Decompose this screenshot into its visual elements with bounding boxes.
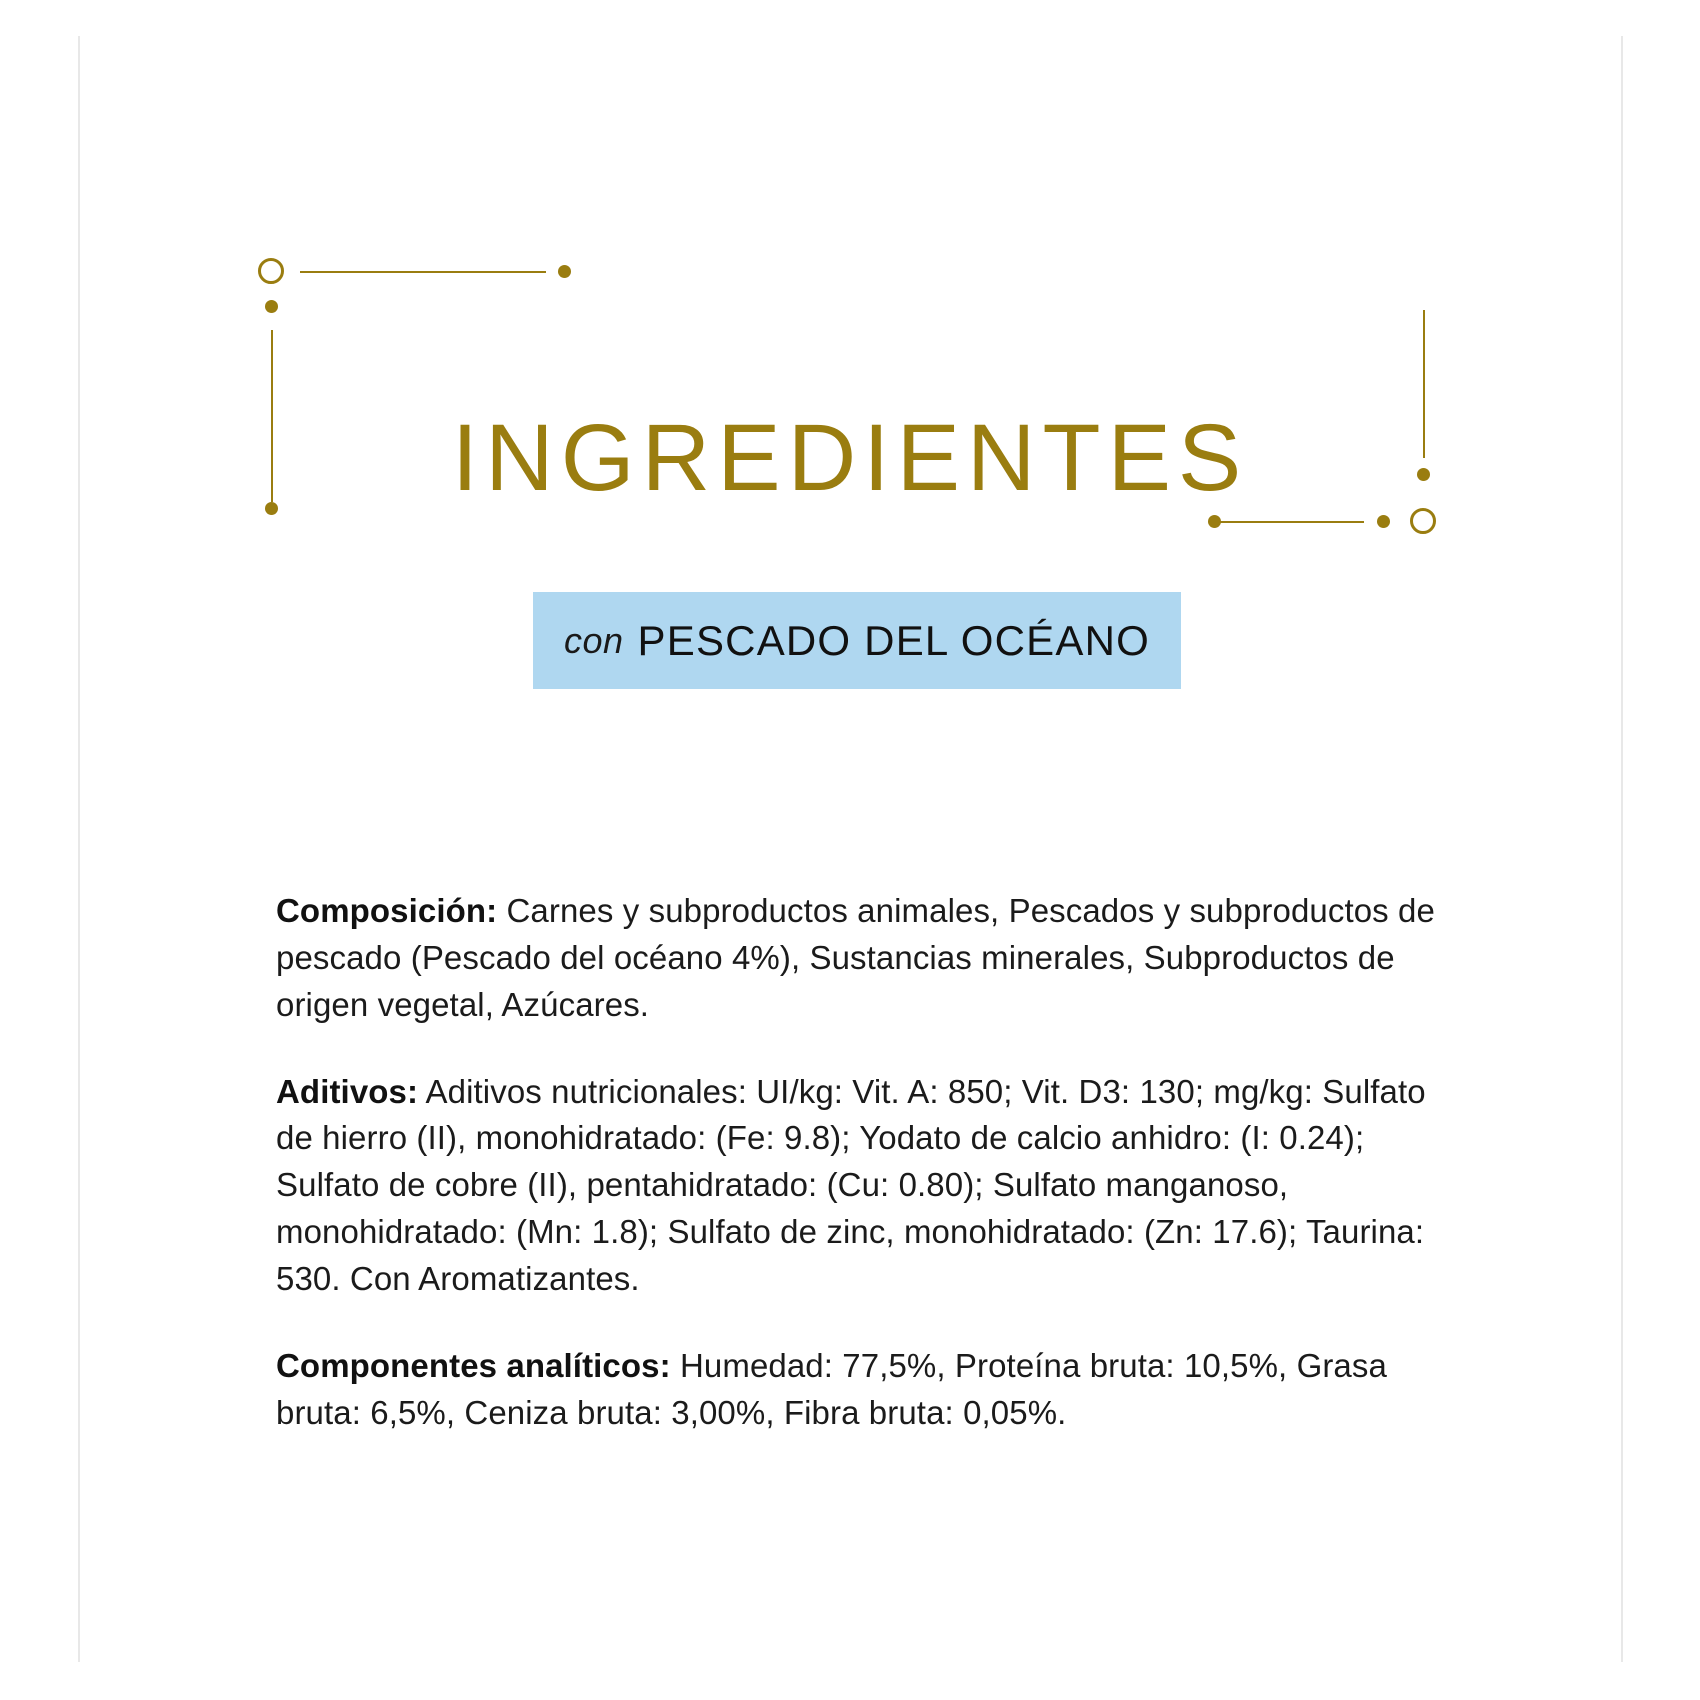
additives-paragraph xyxy=(276,1069,1466,1303)
additives-text: Aditivos nutricionales: UI/kg: Vit. A: 850; Vit. D3: 130; mg/kg: Sulfato de hierro (II), monohidratado: (Fe: 9.8); Yodato de calcio anhidro: (I: 0.24); Sulfato de cobre (II), pentahidratado: (Cu: 0.80); Sulfato manganoso, monohidratado: (Mn: 1.8); Sulfato de zinc, monohidratado: (Zn: 17.6); Taurina: 530. Con Aromatizantes. xyxy=(276,1072,1426,1298)
horizontal-rule-decoration xyxy=(1218,521,1364,523)
variant-banner xyxy=(533,592,1181,689)
page-title: INGREDIENTES xyxy=(451,404,1249,511)
additives-label: Aditivos: xyxy=(276,1072,419,1110)
horizontal-rule-decoration xyxy=(300,271,546,273)
analytical-components-label: Componentes analíticos: xyxy=(276,1346,671,1384)
circle-outline-icon xyxy=(1410,508,1436,534)
ingredients-content xyxy=(276,855,1466,1437)
circle-outline-icon xyxy=(258,258,284,284)
analytical-components-text: Humedad: 77,5%, Proteína bruta: 10,5%, Grasa bruta: 6,5%, Ceniza bruta: 3,00%, Fibra bruta: 0,05%. xyxy=(276,1346,1387,1431)
dot-icon xyxy=(1377,515,1390,528)
variant-prefix: con xyxy=(563,619,624,661)
composition-paragraph xyxy=(276,888,1466,1029)
dot-icon xyxy=(265,300,278,313)
composition-text: Carnes y subproductos animales, Pescados y subproductos de pescado (Pescado del océano 4%), Sustancias minerales, Subproductos de origen vegetal, Azúcares. xyxy=(276,892,1435,1023)
dot-icon xyxy=(558,265,571,278)
dot-icon xyxy=(1208,515,1221,528)
composition-label: Composición: xyxy=(276,892,498,929)
analytical-components-paragraph xyxy=(276,1343,1466,1437)
variant-name: PESCADO DEL OCÉANO xyxy=(637,616,1151,664)
